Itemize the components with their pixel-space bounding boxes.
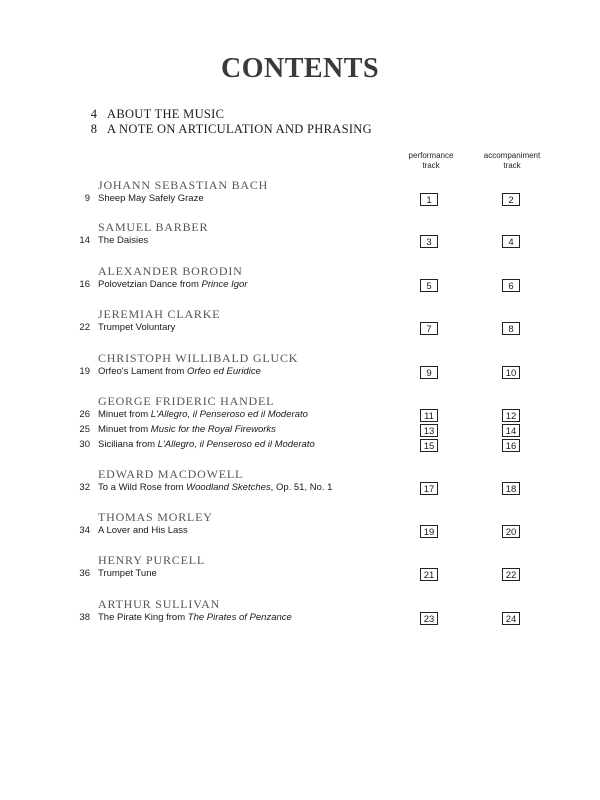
accompaniment-track-number: 10 <box>502 366 520 379</box>
accompaniment-track-number: 22 <box>502 568 520 581</box>
entry-title <box>98 525 188 536</box>
entry-title-text: Orfeo's Lament from <box>98 366 187 377</box>
composer-name: ARTHUR SULLIVAN <box>98 597 221 611</box>
entry-title-text: Sheep May Safely Graze <box>98 193 204 204</box>
toc-entry <box>0 568 600 582</box>
entry-page-number: 16 <box>79 279 90 290</box>
entry-page-number: 9 <box>84 193 90 204</box>
performance-track-number: 17 <box>420 482 438 495</box>
header-line: track <box>503 161 521 170</box>
performance-track-number: 3 <box>420 235 438 248</box>
page-title: CONTENTS <box>220 53 380 84</box>
entry-page-number: 19 <box>79 366 90 377</box>
intro-page: 8 <box>90 122 97 136</box>
header-line: performance <box>408 151 454 160</box>
toc-entry <box>0 366 600 380</box>
performance-track-number: 7 <box>420 322 438 335</box>
entry-page-number: 32 <box>79 482 90 493</box>
toc-entry <box>0 525 600 539</box>
entry-work-title: Woodland Sketches <box>186 482 271 493</box>
toc-entry <box>0 409 600 423</box>
composer-name: JOHANN SEBASTIAN BACH <box>98 178 269 192</box>
entry-page-number: 34 <box>79 525 90 536</box>
toc-entry <box>0 424 600 438</box>
entry-title-text: The Pirate King from <box>98 612 188 623</box>
accompaniment-track-number: 6 <box>502 279 520 292</box>
entry-title-text: Polovetzian Dance from <box>98 279 202 290</box>
entry-title <box>98 279 247 290</box>
entry-title <box>98 322 175 333</box>
intro-entry <box>75 122 372 137</box>
entry-title-text: Siciliana from <box>98 439 158 450</box>
toc-entry <box>0 439 600 453</box>
header-line: accompaniment <box>483 151 541 160</box>
toc-entry <box>0 279 600 293</box>
accompaniment-track-number: 16 <box>502 439 520 452</box>
composer-name: JEREMIAH CLARKE <box>98 307 221 321</box>
performance-track-number: 19 <box>420 525 438 538</box>
performance-track-number: 13 <box>420 424 438 437</box>
accompaniment-track-number: 14 <box>502 424 520 437</box>
entry-work-title: Prince Igor <box>201 279 248 290</box>
toc-entry <box>0 612 600 626</box>
accompaniment-track-number: 2 <box>502 193 520 206</box>
accompaniment-track-number: 18 <box>502 482 520 495</box>
intro-page: 4 <box>90 107 97 121</box>
entry-title-text: Minuet from <box>98 424 151 435</box>
entry-title-suffix: , Op. 51, No. 1 <box>270 482 333 493</box>
entry-title-text: A Lover and His Lass <box>98 525 188 536</box>
entry-work-title: Music for the Royal Fireworks <box>150 424 276 435</box>
performance-track-number: 5 <box>420 279 438 292</box>
composer-name: EDWARD MACDOWELL <box>98 467 244 481</box>
performance-track-number: 21 <box>420 568 438 581</box>
composer-name: GEORGE FRIDERIC HANDEL <box>98 394 275 408</box>
composer-name: CHRISTOPH WILLIBALD GLUCK <box>98 351 299 365</box>
entry-title <box>98 424 276 435</box>
entry-title-text: Trumpet Voluntary <box>98 322 176 333</box>
composer-name: THOMAS MORLEY <box>98 510 213 524</box>
intro-label: A NOTE ON ARTICULATION AND PHRASING <box>107 122 372 136</box>
entry-title <box>98 409 308 420</box>
performance-track-number: 23 <box>420 612 438 625</box>
entry-title <box>98 366 261 377</box>
accompaniment-track-header <box>476 151 548 171</box>
accompaniment-track-number: 4 <box>502 235 520 248</box>
entry-title-text: Minuet from <box>98 409 151 420</box>
accompaniment-track-number: 8 <box>502 322 520 335</box>
entry-title <box>98 439 315 450</box>
composer-name: SAMUEL BARBER <box>98 220 209 234</box>
toc-entry <box>0 482 600 496</box>
entry-page-number: 30 <box>79 439 90 450</box>
performance-track-number: 15 <box>420 439 438 452</box>
accompaniment-track-number: 24 <box>502 612 520 625</box>
entry-page-number: 26 <box>79 409 90 420</box>
entry-title <box>98 235 148 246</box>
accompaniment-track-number: 20 <box>502 525 520 538</box>
entry-title-text: The Daisies <box>98 235 149 246</box>
entry-page-number: 38 <box>79 612 90 623</box>
performance-track-header <box>396 151 466 171</box>
entry-title <box>98 482 332 493</box>
header-line: track <box>422 161 440 170</box>
entry-page-number: 14 <box>79 235 90 246</box>
entry-work-title: The Pirates of Penzance <box>187 612 292 623</box>
composer-name: HENRY PURCELL <box>98 553 205 567</box>
intro-entry <box>75 107 224 122</box>
entry-title <box>98 612 292 623</box>
entry-title <box>98 568 157 579</box>
entry-title-text: To a Wild Rose from <box>98 482 187 493</box>
entry-title <box>98 193 204 204</box>
performance-track-number: 9 <box>420 366 438 379</box>
entry-page-number: 25 <box>79 424 90 435</box>
toc-entry <box>0 235 600 249</box>
intro-label: ABOUT THE MUSIC <box>107 107 225 121</box>
entry-work-title: Orfeo ed Euridice <box>186 366 261 377</box>
composer-name: ALEXANDER BORODIN <box>98 264 243 278</box>
toc-entry <box>0 193 600 207</box>
entry-page-number: 22 <box>79 322 90 333</box>
performance-track-number: 11 <box>420 409 438 422</box>
accompaniment-track-number: 12 <box>502 409 520 422</box>
performance-track-number: 1 <box>420 193 438 206</box>
entry-work-title: L'Allegro, il Penseroso ed il Moderato <box>157 439 315 450</box>
entry-title-text: Trumpet Tune <box>98 568 157 579</box>
entry-page-number: 36 <box>79 568 90 579</box>
entry-work-title: L'Allegro, il Penseroso ed il Moderato <box>150 409 308 420</box>
toc-entry <box>0 322 600 336</box>
